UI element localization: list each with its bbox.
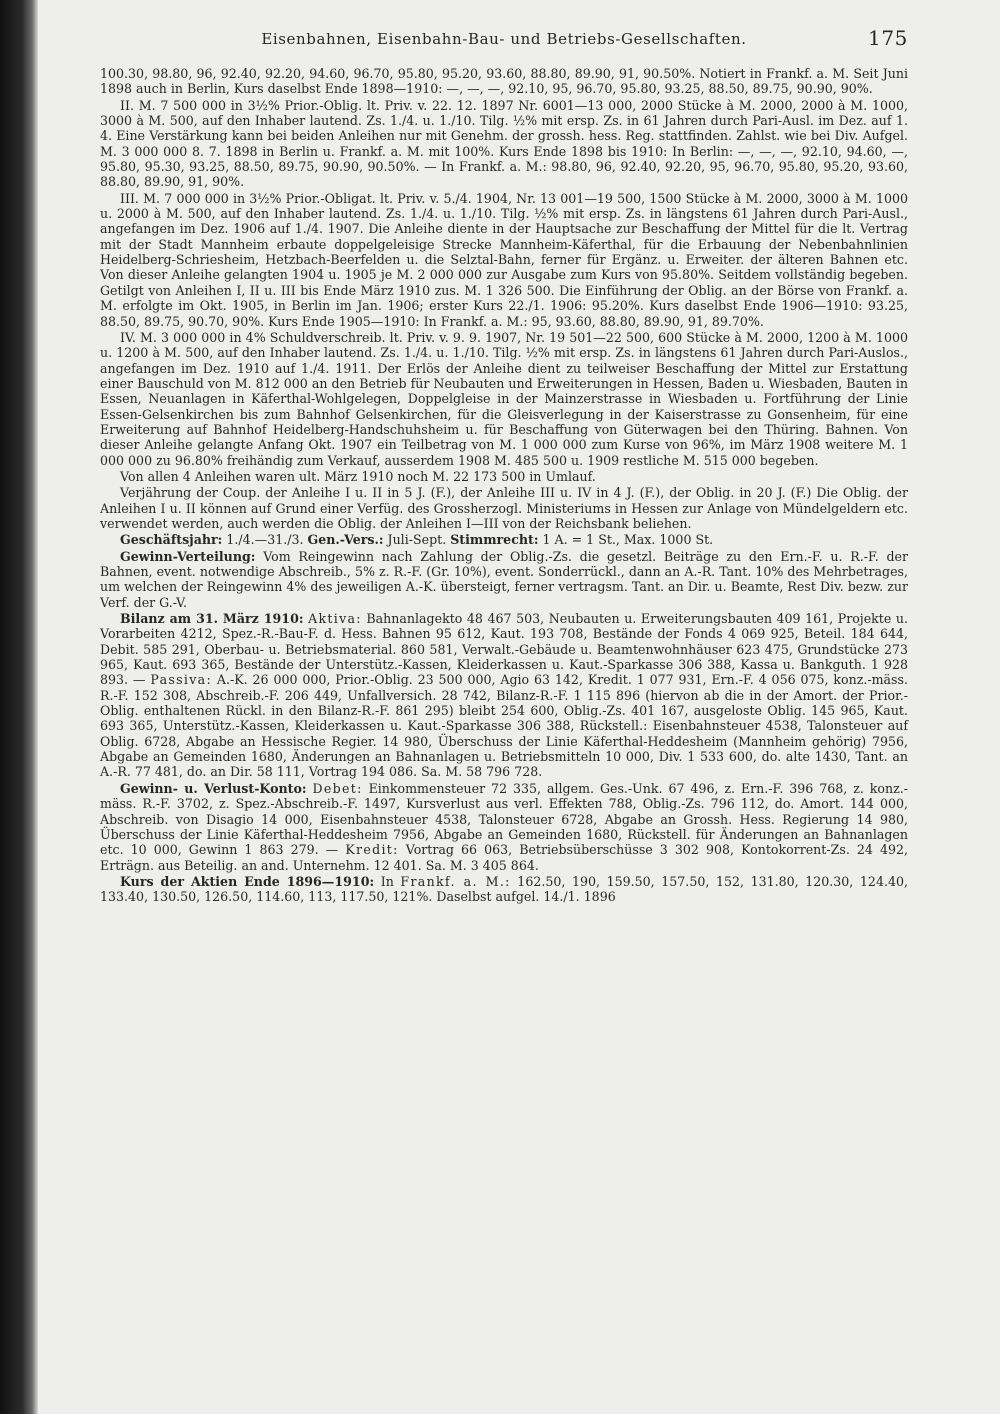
paragraph-geschaeftsjahr: [100, 532, 908, 547]
gewinn-verteilung-text: Vom Reingewinn nach Zahlung der Oblig.-Zs. die gesetzl. Beiträge zu den Ern.-F. u. R.-F. der Bahnen, event. notwendige Abschreib., 5% z. R.-F. (Gr. 10%), event. Sonderrückl., dann an A.-R. Tant. 10% des Mehrbetrages, um welchen der Reingewinn 4% des jeweiligen A.-K. übersteigt, ferner vertragsm. Tant. an Dir. u. Beamte, Rest Div. bezw. zur Verf. der G.-V.: [100, 548, 908, 610]
bilanz-label: Bilanz am 31. März 1910:: [120, 611, 304, 627]
gewinn-verteilung-label: Gewinn-Verteilung:: [120, 548, 256, 564]
page-header: [100, 26, 908, 52]
document-page: [100, 26, 908, 906]
kurs-aktien-label: Kurs der Aktien Ende 1896—1910:: [120, 873, 375, 889]
paragraph-gewinn-verlust-konto: [100, 781, 908, 873]
paragraph-kurs-aktien: [100, 874, 908, 905]
paragraph-anleihe-i-kurs: 100.30, 98.80, 96, 92.40, 92.20, 94.60, 96.70, 95.80, 95.20, 93.60, 88.80, 89.90, 91, 90.50%. Notiert in Frankf. a. M. Seit Juni 1898 auch in Berlin, Kurs daselbst Ende 1898—1910: —, —, —, 92.10, 95, 96.70, 95.80, 93.25, 88.50, 89.75, 90.90, 90%.: [100, 66, 908, 97]
debet-text: Einkommensteuer 72 335, allgem. Ges.-Unk. 67 496, z. Ern.-F. 396 768, z. konz.-mäss. R.-F. 3702, z. Spez.-Abschreib.-F. 1497, Kursverlust aus verl. Effekten 788, Oblig.-Zs. 796 112, do. Amort. 144 000, Abschreib. von Disagio 14 000, Eisenbahnsteuer 4538, Talonsteuer 6728, Abgabe an Grossh. Hess. Regierung 14 980, Überschuss der Linie Käferthal-Heddesheim 7956, Abgabe an Gemeinden 1680, Rückstell. für Änderungen an Bahnanlagen etc. 10 000, Gewinn 1 863 279. —: [100, 780, 908, 858]
page-body: [100, 66, 908, 905]
paragraph-anleihe-iii: III. M. 7 000 000 in 3½% Prior.-Obligat. lt. Priv. v. 5./4. 1904, Nr. 13 001—19 500, 1500 Stücke à M. 2000, 3000 à M. 1000 u. 2000 à M. 500, auf den Inhaber lautend. Zs. 1./4. u. 1./10. Tilg. ½% mit ersp. Zs. in längstens 61 Jahren durch Pari-Ausl., angefangen im Dez. 1906 auf 1./4. 1907. Die Anleihe diente in der Hauptsache zur Beschaffung der Mittel für die lt. Vertrag mit der Stadt Mannheim erbaute doppelgeleisige Strecke Mannheim-Käferthal, für die Erbauung der Nebenbahnlinien Heidelberg-Schriesheim, Hetzbach-Beerfelden u. die Selztal-Bahn, ferner für Ergänz. u. Erweiter. der älteren Bahnen etc. Von dieser Anleihe gelangten 1904 u. 1905 je M. 2 000 000 zur Ausgabe zum Kurs von 95.80%. Seitdem vollständig begeben. Getilgt von Anleihen I, II u. III bis Ende März 1910 zus. M. 1 326 500. Die Einführung der Oblig. an der Börse von Frankf. a. M. erfolgte im Okt. 1905, in Berlin im Jan. 1906; erster Kurs 22./1. 1906: 95.20%. Kurs daselbst Ende 1906—1910: 93.25, 88.50, 89.75, 90.70, 90%. Kurs Ende 1905—1910: In Frankf. a. M.: 95, 93.60, 88.80, 89.90, 91, 89.70%.: [100, 190, 908, 329]
paragraph-bilanz: [100, 611, 908, 780]
passiva-text: A.-K. 26 000 000, Prior.-Oblig. 23 500 000, Agio 63 142, Kredit. 1 077 931, Ern.-F. 4 056 075, konz.-mäss. R.-F. 152 308, Abschreib.-F. 206 449, Unfallversich. 28 742, Bilanz-R.-F. 1 115 896 (hiervon ab die in der Amort. der Prior.-Oblig. enthaltenen Rückl. in den Bilanz-R.-F. 861 295) bleibt 254 600, Oblig.-Zs. 401 167, ausgeloste Oblig. 145 965, Kaut. 693 365, Unterstütz.-Kassen, Kleiderkassen u. Kaut.-Sparkasse 306 388, Rückstell.: Eisenbahnsteuer 4538, Talonsteuer auf Oblig. 6728, Abgabe an Hessische Regier. 14 980, Überschuss der Linie Käferthal-Heddesheim (Mannheim gehörig) 7956, Abgabe an Gemeinden 1680, Änderungen an Bahnanlagen u. Betriebsmitteln 10 000, Div. 1 533 600, do. alte 1430, Tant. an A.-R. 77 481, do. an Dir. 58 111, Vortrag 194 086. Sa. M. 58 796 728.: [100, 672, 908, 780]
kredit-label: Kredit:: [345, 842, 399, 858]
passiva-label: Passiva:: [150, 672, 213, 688]
aktiva-label: Aktiva:: [308, 611, 362, 627]
paragraph-anleihe-iv: IV. M. 3 000 000 in 4% Schuldverschreib. lt. Priv. v. 9. 9. 1907, Nr. 19 501—22 500, 600 Stücke à M. 2000, 1200 à M. 1000 u. 1200 à M. 500, auf den Inhaber lautend. Zs. 1./4. u. 1./10. Tilg. ½% mit ersp. Zs. in längstens 61 Jahren durch Pari-Auslos., angefangen im Dez. 1910 auf 1./4. 1911. Der Erlös der Anleihe dient zu teilweiser Beschaffung der Mittel zur Erstattung einer Bauschuld von M. 812 000 an den Betrieb für Neubauten und Erweiterungen in Hessen, Baden u. Wiesbaden, Bauten in Essen, Neuanlagen in Käferthal-Wohlgelegen, Doppelgleise in der Mainzerstrasse in Wiesbaden u. Fortführung der Linie Essen-Gelsenkirchen bis zum Bahnhof Gelsenkirchen, für die Gleisverlegung in der Kaiserstrasse zu Gonsenheim, für eine Erweiterung auf Bahnhof Heidelberg-Handschuhsheim u. für Beschaffung von Güterwagen bei den Thüring. Bahnen. Von dieser Anleihe gelangte Anfang Okt. 1907 ein Teilbetrag von M. 1 000 000 zum Kurse von 96%, im März 1908 weitere M. 1 000 000 zu 96.80% freihändig zum Verkauf, ausserdem 1908 M. 485 500 u. 1909 restliche M. 515 000 begeben.: [100, 329, 908, 468]
geschaeftsjahr-label: Geschäftsjahr:: [120, 532, 223, 548]
gewinn-verlust-label: Gewinn- u. Verlust-Konto:: [120, 780, 307, 796]
paragraph-gewinn-verteilung: [100, 549, 908, 610]
stimmrecht-label: Stimmrecht:: [450, 532, 539, 548]
gen-vers-label: Gen.-Vers.:: [307, 532, 384, 548]
paragraph-umlauf: Von allen 4 Anleihen waren ult. März 1910 noch M. 22 173 500 in Umlauf.: [120, 468, 596, 484]
kredit-text: Vortrag 66 063, Betriebsüberschüsse 3 302 908, Kontokorrent-Zs. 24 492, Erträgn. aus Beteilig. an and. Unternehm. 12 401. Sa. M. 3 405 864.: [100, 842, 908, 873]
kurs-in: In: [380, 873, 394, 889]
debet-label: Debet:: [312, 780, 363, 796]
book-binding-edge: [0, 0, 38, 1414]
page-number: 175: [868, 26, 908, 50]
paragraph-anleihe-ii: II. M. 7 500 000 in 3½% Prior.-Oblig. lt. Priv. v. 22. 12. 1897 Nr. 6001—13 000, 2000 Stücke à M. 2000, 2000 à M. 1000, 3000 à M. 500, auf den Inhaber lautend. Zs. 1./4. u. 1./10. Tilg. ½% mit ersp. Zs. in 61 Jahren durch Pari-Ausl. im Dez. auf 1. 4. Eine Verstärkung kann bei beiden Anleihen nur mit Genehm. der grossh. hess. Reg. stattfinden. Zahlst. wie bei Div. Aufgel. M. 3 000 000 8. 7. 1898 in Berlin u. Frankf. a. M. mit 100%. Kurs Ende 1898 bis 1910: In Berlin: —, —, —, 92.10, 94.60, —, 95.80, 95.30, 93.25, 88.50, 89.75, 90.90, 90.50%. — In Frankf. a. M.: 98.80, 96, 92.40, 92.20, 95, 96.70, 95.80, 95.20, 93.60, 88.80, 89.90, 91, 90%.: [100, 97, 908, 190]
paragraph-verjaehrung: Verjährung der Coup. der Anleihe I u. II in 5 J. (F.), der Anleihe III u. IV in 4 J. (F.), der Oblig. in 20 J. (F.) Die Oblig. der Anleihen I u. II können auf Grund einer Verfüg. des Grossherzogl. Ministeriums in Hessen zur Anlage von Mündelgeldern etc. verwendet werden, auch werden die Oblig. der Anleihen I—III von der Reichsbank beliehen.: [100, 485, 908, 531]
geschaeftsjahr-value: 1./4.—31./3.: [222, 532, 308, 548]
gen-vers-value: Juli-Sept.: [383, 532, 451, 548]
kurs-place-label: Frankf. a. M.:: [400, 873, 511, 889]
running-title: Eisenbahnen, Eisenbahn-Bau- und Betriebs-Gesellschaften.: [261, 30, 747, 48]
aktiva-text: Bahnanlagekto 48 467 503, Neubauten u. Erweiterungsbauten 409 161, Projekte u. Vorarbeiten 4212, Spez.-R.-Bau-F. d. Hess. Bahnen 95 612, Kaut. 193 708, Bestände der Fonds 4 069 925, Beteil. 184 644, Debit. 585 291, Oberbau- u. Betriebsmaterial. 860 581, Verwalt.-Gebäude u. Beamtenwohnhäuser 623 475, Grundstücke 273 965, Kaut. 693 365, Bestände der Unterstütz.-Kassen, Kleiderkassen u. Kaut.-Sparkasse 306 388, Kassa u. Bankguth. 1 928 893. —: [100, 611, 908, 688]
stimmrecht-value: 1 A. = 1 St., Max. 1000 St.: [538, 532, 714, 548]
kurs-aktien-text: 162.50, 190, 159.50, 157.50, 152, 131.80, 120.30, 124.40, 133.40, 130.50, 126.50, 114.60, 113, 117.50, 121%. Daselbst aufgel. 14./1. 1896: [100, 873, 908, 905]
